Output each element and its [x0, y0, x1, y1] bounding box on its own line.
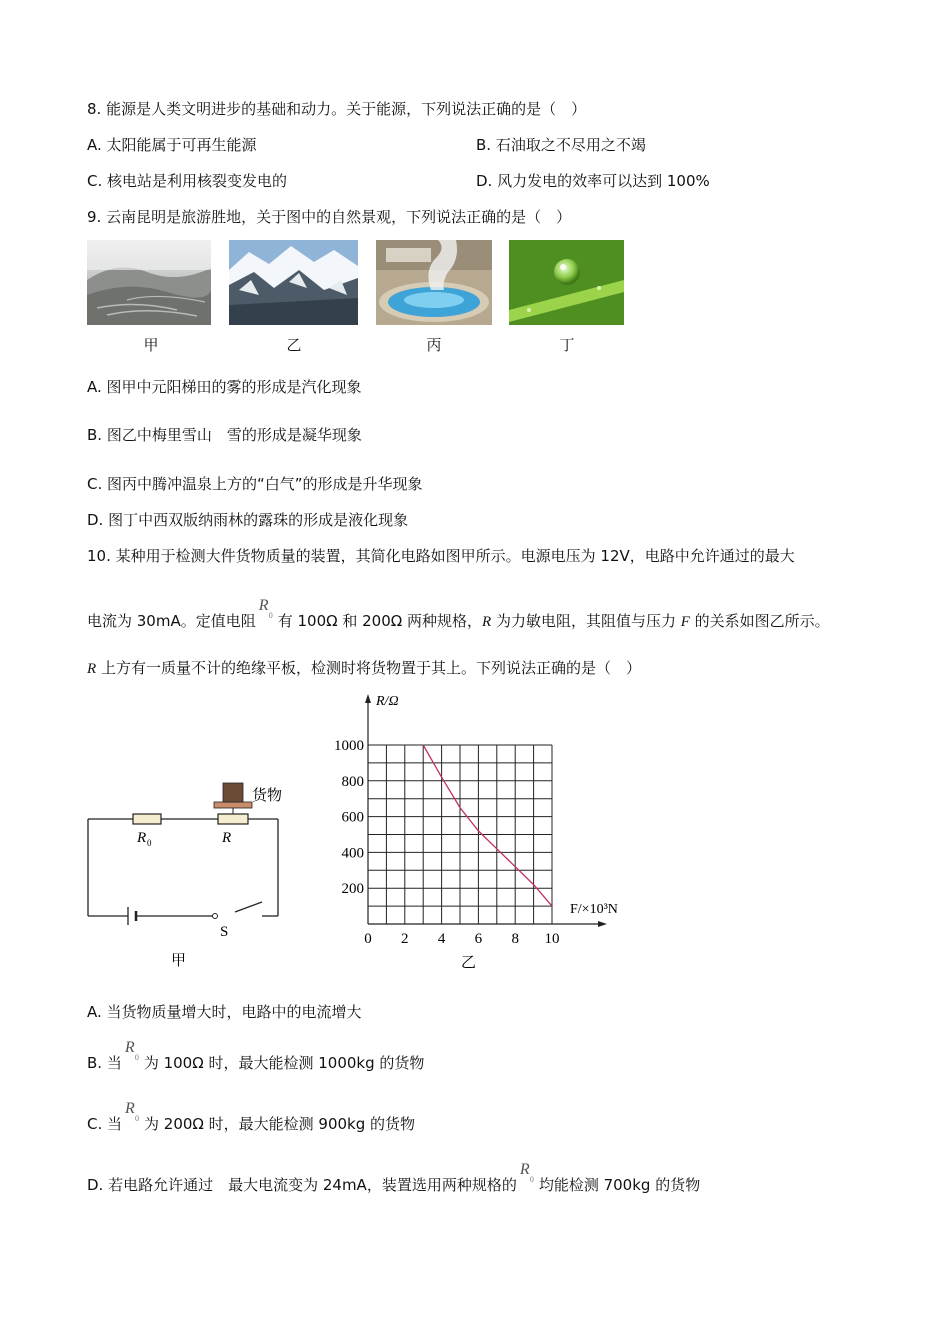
q8-stem: 8. 能源是人类文明进步的基础和动力。关于能源，下列说法正确的是（ ）: [87, 100, 587, 118]
q10-option-b: B. 当 R 0 为 100Ω 时，最大能检测 1000kg 的货物: [87, 1039, 425, 1072]
r0-label: R: [137, 830, 147, 846]
switch-label: S: [220, 924, 229, 940]
force-sensor-r: [218, 814, 248, 824]
photo-dew-drop: [509, 240, 624, 325]
q10-option-a: A. 当货物质量增大时，电路中的电流增大: [87, 1003, 362, 1021]
x-tick-label: 0: [364, 931, 372, 947]
switch-s: [213, 914, 218, 919]
circuit-caption: 甲: [171, 953, 187, 969]
photo-snow-mountain: [229, 240, 358, 325]
q9-option-a: A. 图甲中元阳梯田的雾的形成是汽化现象: [87, 378, 362, 396]
q8-option-c: C. 核电站是利用核裂变发电的: [87, 172, 288, 190]
resistor-r0: [133, 814, 161, 824]
q10-stem-line2: 电流为 30mA。定值电阻 R 0 有 100Ω 和 200Ω 两种规格，R 为力敏电阻，其阻值与压力 F 的关系如图乙所示。: [87, 597, 830, 630]
caption-yi: 乙: [286, 338, 302, 354]
caption-bing: 丙: [426, 338, 442, 354]
photo-hot-spring: [376, 240, 492, 325]
x-axis-arrow: [598, 921, 607, 927]
r0-symbol: R 0: [258, 597, 273, 620]
y-axis-label: R/Ω: [376, 694, 399, 709]
q10-stem-line3: R 上方有一质量不计的绝缘平板，检测时将货物置于其上。下列说法正确的是（ ）: [87, 659, 641, 677]
r-f-graph: [320, 685, 640, 975]
x-tick-label: 8: [511, 931, 519, 947]
q9-option-d: D. 图丁中西双版纳雨林的露珠的形成是液化现象: [87, 511, 409, 529]
r0-symbol: R 0: [124, 1039, 139, 1062]
cargo-plate: [214, 802, 252, 808]
q8-option-a: A. 太阳能属于可再生能源: [87, 136, 257, 154]
y-tick-label: 1000: [334, 738, 364, 754]
q8-option-b: B. 石油取之不尽用之不竭: [476, 136, 646, 154]
q9-stem: 9. 云南昆明是旅游胜地，关于图中的自然景观，下列说法正确的是（ ）: [87, 208, 572, 226]
r-label: R: [222, 830, 232, 846]
y-tick-label: 800: [341, 773, 364, 790]
q8-option-d: D. 风力发电的效率可以达到 100%: [476, 172, 710, 190]
r-vs-f-curve: [423, 745, 552, 906]
x-tick-label: 2: [401, 931, 409, 947]
chart-grid: [368, 745, 552, 924]
cargo-label: 货物: [252, 788, 283, 804]
q10-option-d: D. 若电路允许通过 最大电流变为 24mA，装置选用两种规格的 R 0 均能检测 700kg 的货物: [87, 1161, 701, 1194]
r0-subscript: 0: [147, 838, 152, 848]
graph-caption: 乙: [461, 955, 477, 971]
photo-terraces: [87, 240, 211, 325]
q10-option-c: C. 当 R 0 为 200Ω 时，最大能检测 900kg 的货物: [87, 1100, 416, 1133]
r0-symbol: R 0: [519, 1161, 534, 1184]
q9-option-b: B. 图乙中梅里雪山 雪的形成是凝华现象: [87, 426, 362, 444]
circuit-diagram: [80, 775, 305, 975]
x-tick-label: 6: [474, 931, 483, 947]
chart-axes: [365, 694, 607, 927]
caption-jia: 甲: [143, 338, 159, 354]
battery-symbol: [128, 907, 136, 925]
x-tick-label: 10: [544, 931, 560, 947]
q9-option-c: C. 图丙中腾冲温泉上方的“白气”的形成是升华现象: [87, 475, 423, 493]
y-axis-arrow: [365, 694, 371, 703]
x-axis-label: F/×10³N: [570, 902, 618, 917]
y-tick-label: 400: [341, 845, 364, 862]
r0-symbol: R 0: [125, 1100, 140, 1123]
y-tick-label: 200: [341, 881, 364, 898]
caption-ding: 丁: [559, 338, 575, 354]
x-tick-label: 4: [437, 931, 446, 947]
y-tick-label: 600: [341, 809, 364, 826]
q10-stem-line1: 10. 某种用于检测大件货物质量的装置，其简化电路如图甲所示。电源电压为 12V，电路中允许通过的最大: [87, 547, 795, 565]
cargo-box: [223, 783, 243, 802]
